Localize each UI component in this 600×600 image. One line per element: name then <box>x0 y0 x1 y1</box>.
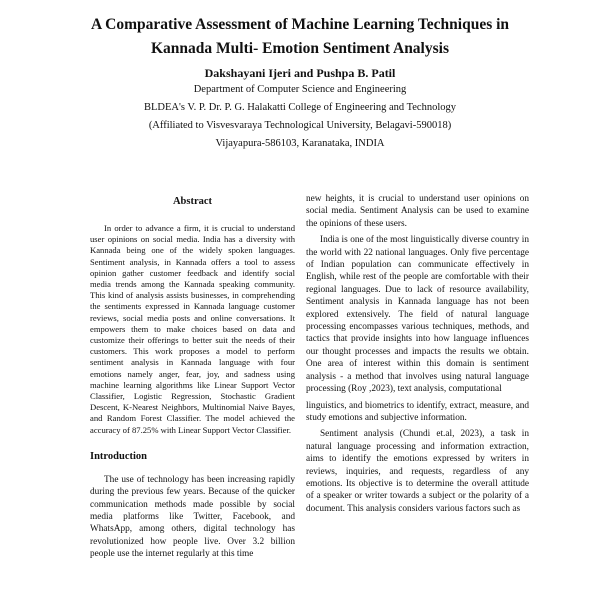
right-paragraph-1: new heights, it is crucial to understand user opinions on social media. Sentiment Analysis can be used to examine the opinions of these users. <box>306 194 529 229</box>
affiliation-department: Department of Computer Science and Engineering <box>193 84 407 95</box>
abstract-text: In order to advance a firm, it is crucial to understand user opinions on social media. India has a diversity with Kannada being one of the widely spoken languages. Sentiment analysis, in Kannada offers a tool to assess opinion gather customer feedback and identify social media trends among the Kannada speaking community. This kind of analysis assists businesses, in comprehending the sentiments expressed in Kannada language customer reviews, social media posts and online conversations. It empowers them to make choices based on data and customize their offerings to better suit the needs of their customers. This work proposes a model to perform sentiment analysis in Kannada language with four emotions namely anger, fear, joy, and sadness using machine learning algorithms like Linear Support Vector Classifier, Logistic Regression, Stochastic Gradient Descent, K-Nearest Neighbors, Multinomial Naive Bayes, and Random Forest Classifier. The model achieved the accuracy of 87.25% with Linear Support Vector Classifier. <box>90 223 295 435</box>
right-paragraph-2: India is one of the most linguistically diverse country in the world with 22 national languages. Only five percentage of Indian population can communicate effectively in English, while rest of the people are comfortable with their regional languages. Due to lack of resource availability, Sentiment analysis in Kannada language has not been explored extensively. The field of natural language processing encompasses various techniques, methods, and tactics that provide insights into how language influences our thought processes and impacts the results we obtain. One area of interest within this domain is sentiment analysis - a method that involves using natural language processing (Roy ,2023), text analysis, computational <box>306 235 529 395</box>
affiliation-location: Vijayapura-586103, Karanataka, INDIA <box>215 138 385 149</box>
abstract-heading: Abstract <box>172 196 213 207</box>
right-paragraph-3: linguistics, and biometrics to identify, extract, measure, and study emotions and subjective information. <box>306 400 529 423</box>
introduction-heading: Introduction <box>90 450 147 462</box>
left-column <box>90 195 295 561</box>
title-line-2: Kannada Multi- Emotion Sentiment Analysis <box>151 40 449 57</box>
paper-title <box>40 13 560 61</box>
introduction-text: The use of technology has been increasing rapidly during the previous few years. Because of the quicker communication methods made possible by social media platforms like Twitter, Facebook, and WhatsApp, among others, digital technology has revolutionized how people live. Over 3.2 billion people use the internet regularly at this time <box>90 474 295 560</box>
title-line-1: A Comparative Assessment of Machine Learning Techniques in <box>90 16 510 33</box>
affiliation-university: (Affiliated to Visvesvaraya Technological University, Belagavi-590018) <box>148 120 452 131</box>
affiliation-college: BLDEA's V. P. Dr. P. G. Halakatti College of Engineering and Technology <box>143 102 457 113</box>
affiliation <box>40 81 560 153</box>
authors: Dakshayani Ijeri and Pushpa B. Patil <box>204 66 396 80</box>
right-column <box>306 193 529 515</box>
right-paragraph-4: Sentiment analysis (Chundi et.al, 2023), a task in natural language processing and information extraction, aims to identify the emotions expressed by writers in reviews, inquiries, and requests, regardless of any emotions. Its objective is to determine the overall attitude of a speaker or writer towards a subject or the polarity of a document. This analysis considers various factors such as <box>306 429 529 514</box>
